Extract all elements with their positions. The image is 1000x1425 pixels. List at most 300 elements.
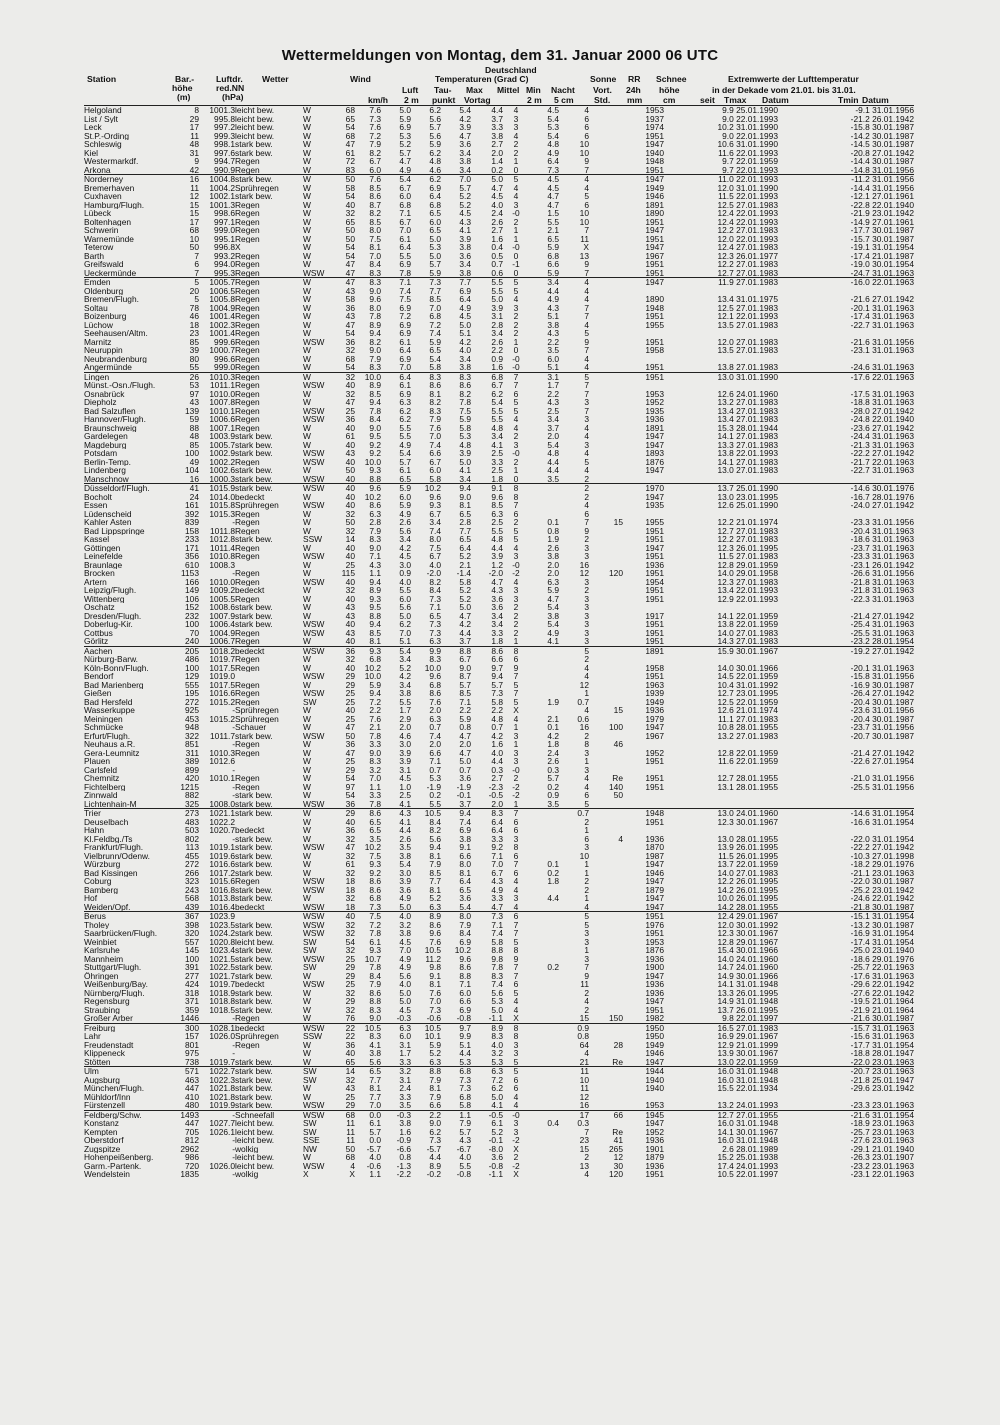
cell-since: 1891 [623, 646, 664, 655]
cell-temp-night: 2 [513, 611, 519, 620]
header-bar-1: Bar.- [175, 74, 195, 84]
cell-weather: stark bew. [235, 535, 273, 544]
cell-snow [589, 561, 623, 570]
cell-dew-point: 3.9 [399, 757, 411, 766]
cell-wind-speed: 25 [345, 560, 355, 569]
cell-temp-min: 3.3 [491, 123, 503, 132]
cell-dew-point: 4.7 [399, 157, 411, 166]
cell-temp-air: 9.4 [369, 398, 381, 407]
cell-precip: 5 [559, 646, 589, 655]
cell-pressure: 1016.4 [209, 902, 235, 912]
cell-sunshine [529, 980, 559, 989]
cell-tmax-date: 12.1 22.01.1993 [717, 312, 778, 321]
cell-temp-max: 7.0 [429, 303, 441, 312]
cell-wind-speed: 11 [346, 1127, 355, 1136]
cell-tmin-date: -15.8 31.01.1956 [850, 672, 914, 681]
cell-temp-air: 7.5 [369, 234, 381, 243]
cell-precip: 3 [584, 543, 589, 552]
cell-dew-point: 5.6 [399, 526, 411, 535]
cell-sunshine: 0.1 [547, 860, 559, 869]
cell-tmax-date: 14.1 27.01.1983 [717, 457, 778, 466]
cell-tmin-date: -26.6 31.01.1956 [850, 569, 914, 578]
cell-wind-speed: 47 [345, 748, 355, 757]
cell-since: 1939 [645, 689, 664, 698]
table-row [84, 243, 914, 252]
cell-temp-air: 9.4 [369, 329, 381, 338]
cell-temp-min: 8.3 [491, 971, 503, 980]
cell-since: 1967 [645, 251, 664, 260]
cell-temp-mean: 10.2 [454, 946, 471, 955]
cell-weather: stark bew. [235, 834, 273, 843]
cell-temp-max: 5.9 [429, 1040, 441, 1049]
cell-tmax-date: 12.8 22.01.1959 [717, 748, 778, 757]
cell-snow [589, 715, 623, 724]
cell-temp-min: 2.7 [491, 226, 503, 235]
cell-temp-max: 6.3 [429, 902, 441, 912]
cell-station: Angermünde [84, 363, 132, 372]
cell-bar-height: 80 [189, 354, 199, 363]
cell-station: Neuruppin [84, 346, 123, 355]
cell-temp-min: 1.4 [491, 157, 503, 166]
cell-pressure: 1010.8 [209, 552, 235, 561]
cell-since: 1951 [645, 131, 664, 140]
cell-temp-max: -5.7 [426, 1144, 441, 1153]
cell-temp-mean: 3.7 [459, 799, 471, 809]
cell-temp-air: 8.6 [369, 885, 381, 894]
cell-temp-min: 4.7 [491, 577, 503, 586]
cell-sunshine: 2.6 [547, 543, 559, 552]
cell-wind-speed: 58 [345, 295, 355, 304]
cell-temp-air: 8.8 [369, 474, 381, 484]
cell-temp-mean: 3.6 [459, 894, 471, 903]
cell-temp-mean: 5.8 [459, 423, 471, 432]
cell-wind-dir: SW [303, 697, 317, 706]
cell-snow [589, 826, 623, 835]
cell-wind-dir: WSW [303, 902, 325, 912]
cell-temp-air: 3.3 [369, 740, 381, 749]
table-row [84, 1101, 914, 1110]
cell-precip: 3 [584, 552, 589, 561]
cell-tmax-date: 14.3 27.01.1983 [717, 637, 778, 646]
cell-dew-point: 5.4 [399, 449, 411, 458]
cell-since: 1979 [645, 714, 664, 723]
table-row [84, 774, 914, 783]
table-row [84, 304, 914, 313]
table-row [84, 346, 914, 355]
cell-temp-mean: 3.7 [459, 637, 471, 646]
cell-temp-night: 7 [513, 381, 519, 390]
cell-since: 1946 [645, 868, 664, 877]
cell-weather: bedeckt [235, 980, 265, 989]
cell-dew-point: 4.0 [381, 912, 411, 921]
table-row [84, 184, 914, 193]
cell-temp-night: 3 [513, 748, 519, 757]
cell-bar-height: 7 [194, 268, 199, 278]
cell-wind-dir: WSW [303, 484, 333, 493]
cell-weather: Regen [235, 415, 260, 424]
cell-station: Oschatz [84, 603, 115, 612]
cell-since: 1936 [645, 1161, 664, 1170]
cell-tmax-date: 12.0 27.01.1983 [717, 337, 778, 346]
cell-since: 1945 [623, 1110, 664, 1119]
cell-since: 1976 [645, 920, 664, 929]
cell-temp-air: 7.8 [369, 799, 381, 809]
cell-tmin-date: -19.0 30.01.1954 [850, 260, 914, 269]
header-rr-c: mm [627, 95, 643, 105]
cell-wind-dir: WSW [303, 1110, 333, 1119]
cell-weather: stark bew. [235, 885, 273, 894]
cell-weather: wolkig [235, 1170, 259, 1179]
cell-wind-speed: 43 [345, 286, 355, 295]
cell-sunshine: 1.5 [547, 209, 559, 218]
cell-temp-min: 8.9 [471, 1023, 503, 1032]
cell-station: Göttingen [84, 543, 121, 552]
cell-station: Berus [84, 912, 170, 921]
cell-weather: stark bew. [235, 946, 273, 955]
cell-tmax-date: 13.0 22.01.1959 [717, 1057, 778, 1067]
cell-temp-min: 4.3 [491, 586, 503, 595]
cell-temp-air: 8.1 [369, 1084, 381, 1093]
cell-dew-point: 7.0 [399, 628, 411, 637]
cell-temp-mean: 3.6 [459, 140, 471, 149]
cell-snow [589, 664, 623, 673]
cell-pressure: 1006.5 [209, 286, 235, 295]
cell-weather: stark bew. [235, 175, 303, 184]
cell-station: Norderney [84, 175, 170, 184]
cell-since: 1890 [645, 209, 664, 218]
cell-temp-min: 6.6 [491, 655, 503, 664]
cell-station: Hohenpeißenberg. [84, 1153, 154, 1162]
cell-temp-night: 1 [513, 337, 519, 346]
table-row [84, 493, 914, 502]
cell-precip: 5 [584, 457, 589, 466]
cell-dew-point: 5.9 [399, 501, 411, 510]
cell-dew-point: 4.9 [399, 440, 411, 449]
cell-temp-max: 6.3 [429, 714, 441, 723]
cell-bar-height: 17 [189, 123, 199, 132]
cell-snow [589, 321, 623, 330]
cell-since: 1951 [645, 586, 664, 595]
cell-weather: stark bew. [235, 432, 273, 441]
cell-temp-mean: 7.1 [459, 697, 471, 706]
cell-pressure: 1001.4 [209, 312, 235, 321]
cell-snow [589, 287, 623, 296]
cell-temp-mean: 5.1 [459, 1040, 471, 1049]
cell-temp-mean: 9.4 [441, 484, 471, 493]
cell-tmax-date: 14.1 31.01.1948 [717, 980, 778, 989]
cell-pressure: - [232, 706, 235, 715]
cell-pressure: 1021.5 [209, 954, 235, 963]
cell-weather: leicht bew. [235, 1119, 275, 1128]
cell-sunshine: 2.0 [547, 569, 559, 578]
table-row [84, 527, 914, 536]
cell-station: Greifswald [84, 260, 124, 269]
cell-snow [589, 809, 623, 818]
cell-temp-mean: 8.0 [441, 912, 471, 921]
cell-temp-air: 9.3 [355, 646, 381, 655]
cell-since: 1951 [645, 817, 664, 826]
cell-weather: Schauer [235, 723, 267, 732]
cell-precip: 4 [559, 278, 589, 287]
cell-sunshine: 5.4 [547, 440, 559, 449]
cell-wind-speed: 32 [345, 929, 355, 938]
cell-station: Freudenstadt [84, 1040, 134, 1049]
cell-weather: Regen [235, 337, 260, 346]
cell-pressure: 1011.1 [210, 381, 235, 390]
cell-weather: Regen [235, 165, 260, 175]
cell-precip: 0.9 [559, 1023, 589, 1032]
header-sonne-a: Sonne [590, 74, 617, 84]
cell-weather: stark bew. [235, 868, 273, 877]
cell-snow [589, 972, 623, 981]
cell-wind-dir: W [303, 868, 311, 877]
cell-wind-dir: WSW [303, 929, 325, 938]
cell-temp-min: 3.4 [491, 329, 503, 338]
cell-pressure: 1018.9 [209, 988, 235, 997]
cell-snow [589, 175, 623, 184]
cell-snow [589, 458, 623, 467]
cell-wind-dir: W [303, 714, 311, 723]
table-row [84, 1153, 914, 1162]
cell-temp-air: 6.7 [369, 157, 381, 166]
cell-since: 1947 [645, 860, 664, 869]
cell-sunshine: 4.4 [547, 894, 559, 903]
cell-since: 1891 [645, 423, 664, 432]
cell-temp-max: 8.2 [429, 398, 441, 407]
cell-temp-mean: 6.4 [459, 543, 471, 552]
cell-dew-point: 5.4 [381, 175, 411, 184]
cell-temp-max: 6.6 [429, 449, 441, 458]
cell-bar-height: 104 [185, 466, 199, 475]
cell-since: 1947 [645, 543, 664, 552]
cell-wind-dir: WSW [303, 646, 333, 655]
cell-station: Helgoland [84, 106, 170, 115]
cell-tmax-date: 12.6 25.01.1990 [717, 501, 778, 510]
cell-station: Nürburg-Barw. [84, 655, 138, 664]
cell-temp-air: 10.0 [364, 457, 381, 466]
cell-weather: Regen [235, 680, 260, 689]
cell-snow [589, 363, 623, 372]
cell-snow: 265 [609, 1144, 623, 1153]
table-row [84, 723, 914, 732]
cell-sunshine [529, 818, 559, 827]
cell-tmax-date: 12.6 21.01.1974 [717, 706, 778, 715]
cell-station: Coburg [84, 877, 112, 886]
cell-bar-height: 29 [189, 114, 199, 123]
cell-dew-point: 3.4 [399, 535, 411, 544]
cell-temp-air: 9.5 [369, 603, 381, 612]
cell-temp-mean: 4.5 [459, 312, 471, 321]
cell-temp-night: 3 [513, 440, 519, 449]
cell-precip: 2 [584, 1153, 589, 1162]
cell-snow [589, 260, 623, 269]
cell-snow [589, 501, 623, 510]
cell-tmin-date: -21.8 31.01.1963 [850, 577, 914, 586]
cell-weather: Regen [235, 1014, 260, 1023]
cell-wind-speed: 32 [345, 868, 355, 877]
cell-wind-speed: 40 [345, 501, 355, 510]
cell-pressure: 1019.7 [209, 655, 235, 664]
cell-tmin-date: -18.6 31.01.1963 [850, 535, 914, 544]
cell-precip: X [583, 243, 589, 252]
cell-since: 1951 [645, 782, 664, 791]
cell-wind-speed: 32 [345, 586, 355, 595]
cell-precip: 2 [584, 731, 589, 740]
cell-temp-min: 4.4 [491, 543, 503, 552]
cell-temp-max: 9.3 [429, 501, 441, 510]
cell-tmin-date: -17.6 31.01.1963 [850, 971, 914, 980]
cell-since: 1879 [645, 1153, 664, 1162]
cell-since: 1937 [645, 114, 664, 123]
cell-wind-dir: W [303, 851, 311, 860]
cell-pressure: 1001.3 [209, 200, 235, 209]
cell-temp-mean: 6.6 [459, 851, 471, 860]
cell-wind-dir: WSW [303, 1023, 333, 1032]
cell-temp-night: 4 [513, 1101, 519, 1110]
cell-station: Schleswig [84, 140, 122, 149]
cell-wind-speed: 40 [333, 912, 355, 921]
cell-temp-min: 3.6 [491, 603, 503, 612]
cell-tmin-date: -21.6 27.01.1942 [850, 295, 914, 304]
cell-tmax-date: 13.4 22.01.1993 [717, 586, 778, 595]
cell-weather: stark bew. [235, 799, 273, 809]
cell-wind-speed: 40 [345, 200, 355, 209]
table-row [84, 424, 914, 433]
cell-precip: 4 [584, 466, 589, 475]
cell-temp-mean: 5.7 [459, 183, 471, 192]
cell-pressure: - [232, 1049, 235, 1058]
cell-temp-min: 2.4 [491, 209, 503, 218]
cell-temp-max: 7.5 [429, 543, 441, 552]
cell-temp-night: 5 [513, 697, 519, 706]
cell-station: Diepholz [84, 398, 117, 407]
cell-tmax-date: 13.4 27.01.1983 [717, 406, 778, 415]
cell-since: 1947 [645, 723, 664, 732]
cell-tmax-date: 10.6 31.01.1990 [717, 140, 778, 149]
cell-snow [589, 527, 623, 536]
cell-sunshine [529, 903, 559, 912]
cell-temp-night: 2 [513, 628, 519, 637]
cell-precip: 8 [584, 740, 589, 749]
cell-temp-night: 8 [503, 646, 529, 655]
header-luftdr-3: (hPa) [222, 92, 244, 102]
cell-precip: 1 [584, 868, 589, 877]
cell-tmin-date: -22.0 23.01.1963 [850, 1057, 914, 1067]
cell-temp-mean: 3.8 [459, 268, 471, 278]
table-row [84, 432, 914, 441]
cell-weather [235, 766, 303, 775]
cell-tmax-date: 14.0 30.01.1966 [717, 663, 778, 672]
cell-tmin-date: -21.8 31.01.1963 [850, 586, 914, 595]
cell-wind-speed: 40 [345, 474, 355, 484]
cell-temp-mean: 3.6 [459, 251, 471, 260]
cell-snow: 66 [589, 1110, 623, 1119]
cell-temp-mean: 5.3 [459, 1057, 471, 1067]
cell-bar-height: 145 [185, 946, 199, 955]
table-row [84, 843, 914, 852]
cell-wind-speed: 29 [345, 997, 355, 1006]
cell-pressure: - [232, 1040, 235, 1049]
cell-pressure: 1015.2 [209, 714, 235, 723]
cell-temp-mean: 3.4 [459, 354, 471, 363]
cell-bar-height: 359 [185, 1005, 199, 1014]
cell-tmin-date: -21.6 30.01.1987 [850, 1014, 914, 1023]
cell-dew-point: 4.9 [399, 509, 411, 518]
cell-pressure: - [232, 1153, 235, 1162]
cell-tmin-date: -14.6 31.01.1954 [778, 809, 914, 818]
cell-temp-night: 3 [513, 594, 519, 603]
cell-temp-air: 8.9 [369, 320, 381, 329]
cell-temp-max: 7.3 [429, 1136, 441, 1145]
cell-temp-night: 3 [513, 894, 519, 903]
cell-temp-night: -2 [512, 1161, 520, 1170]
cell-temp-air: 8.5 [369, 217, 381, 226]
cell-temp-min: 3.6 [491, 1153, 503, 1162]
cell-snow [589, 997, 623, 1006]
cell-temp-night: -1 [512, 260, 520, 269]
cell-temp-mean: 4.9 [459, 303, 471, 312]
cell-pressure: 1005.7 [199, 278, 235, 287]
cell-pressure: 999.0 [214, 363, 235, 372]
cell-precip: 3 [584, 577, 589, 586]
cell-bar-height: 1835 [180, 1170, 199, 1179]
table-row [84, 757, 914, 766]
cell-snow [589, 209, 623, 218]
cell-temp-min: 2.7 [491, 774, 503, 783]
cell-tmax-date: 16.0 31.01.1948 [664, 1067, 778, 1076]
cell-sunshine: 5.1 [547, 312, 559, 321]
cell-pressure: 1010.1 [209, 406, 235, 415]
cell-tmax-date: 13.1 28.01.1955 [717, 782, 778, 791]
cell-dew-point: 4.3 [381, 809, 411, 818]
cell-temp-night: 7 [513, 963, 519, 972]
cell-wind-dir: W [303, 114, 311, 123]
cell-temp-max: 7.4 [429, 731, 441, 740]
cell-weather [235, 561, 303, 570]
cell-temp-max: 9.6 [429, 672, 441, 681]
cell-bar-height: 455 [185, 851, 199, 860]
cell-temp-night: -2 [512, 791, 520, 800]
cell-precip: 10 [579, 851, 589, 860]
cell-sunshine: 4.9 [547, 148, 559, 157]
cell-temp-mean: 3.8 [459, 834, 471, 843]
cell-pressure: 1017.2 [209, 868, 235, 877]
cell-bar-height: 568 [185, 894, 199, 903]
cell-precip: 2 [584, 586, 589, 595]
cell-temp-night: -0 [512, 354, 520, 363]
table-row [84, 578, 914, 587]
cell-temp-air: -0.6 [366, 1161, 381, 1170]
cell-weather: leicht bew. [235, 937, 275, 946]
cell-bar-height: 925 [185, 706, 199, 715]
cell-wind-dir: W [303, 594, 311, 603]
cell-precip: 3 [584, 628, 589, 637]
cell-weather: Regen [235, 251, 260, 260]
cell-pressure: - [232, 782, 235, 791]
cell-sunshine: 4.9 [547, 628, 559, 637]
cell-snow [589, 252, 623, 261]
table-row [84, 963, 914, 972]
cell-temp-air: 7.7 [369, 1092, 381, 1101]
cell-temp-mean: 5.0 [459, 457, 471, 466]
cell-since: 1951 [645, 1005, 664, 1014]
cell-tmax-date: 12.5 27.01.1983 [717, 303, 778, 312]
cell-temp-mean: 5.8 [459, 1101, 471, 1110]
cell-bar-height: 801 [185, 1040, 199, 1049]
cell-wind-speed: 32 [345, 209, 355, 218]
cell-tmin-date: -21.4 27.01.1942 [850, 748, 914, 757]
header-max-b: Vortag [464, 95, 491, 105]
